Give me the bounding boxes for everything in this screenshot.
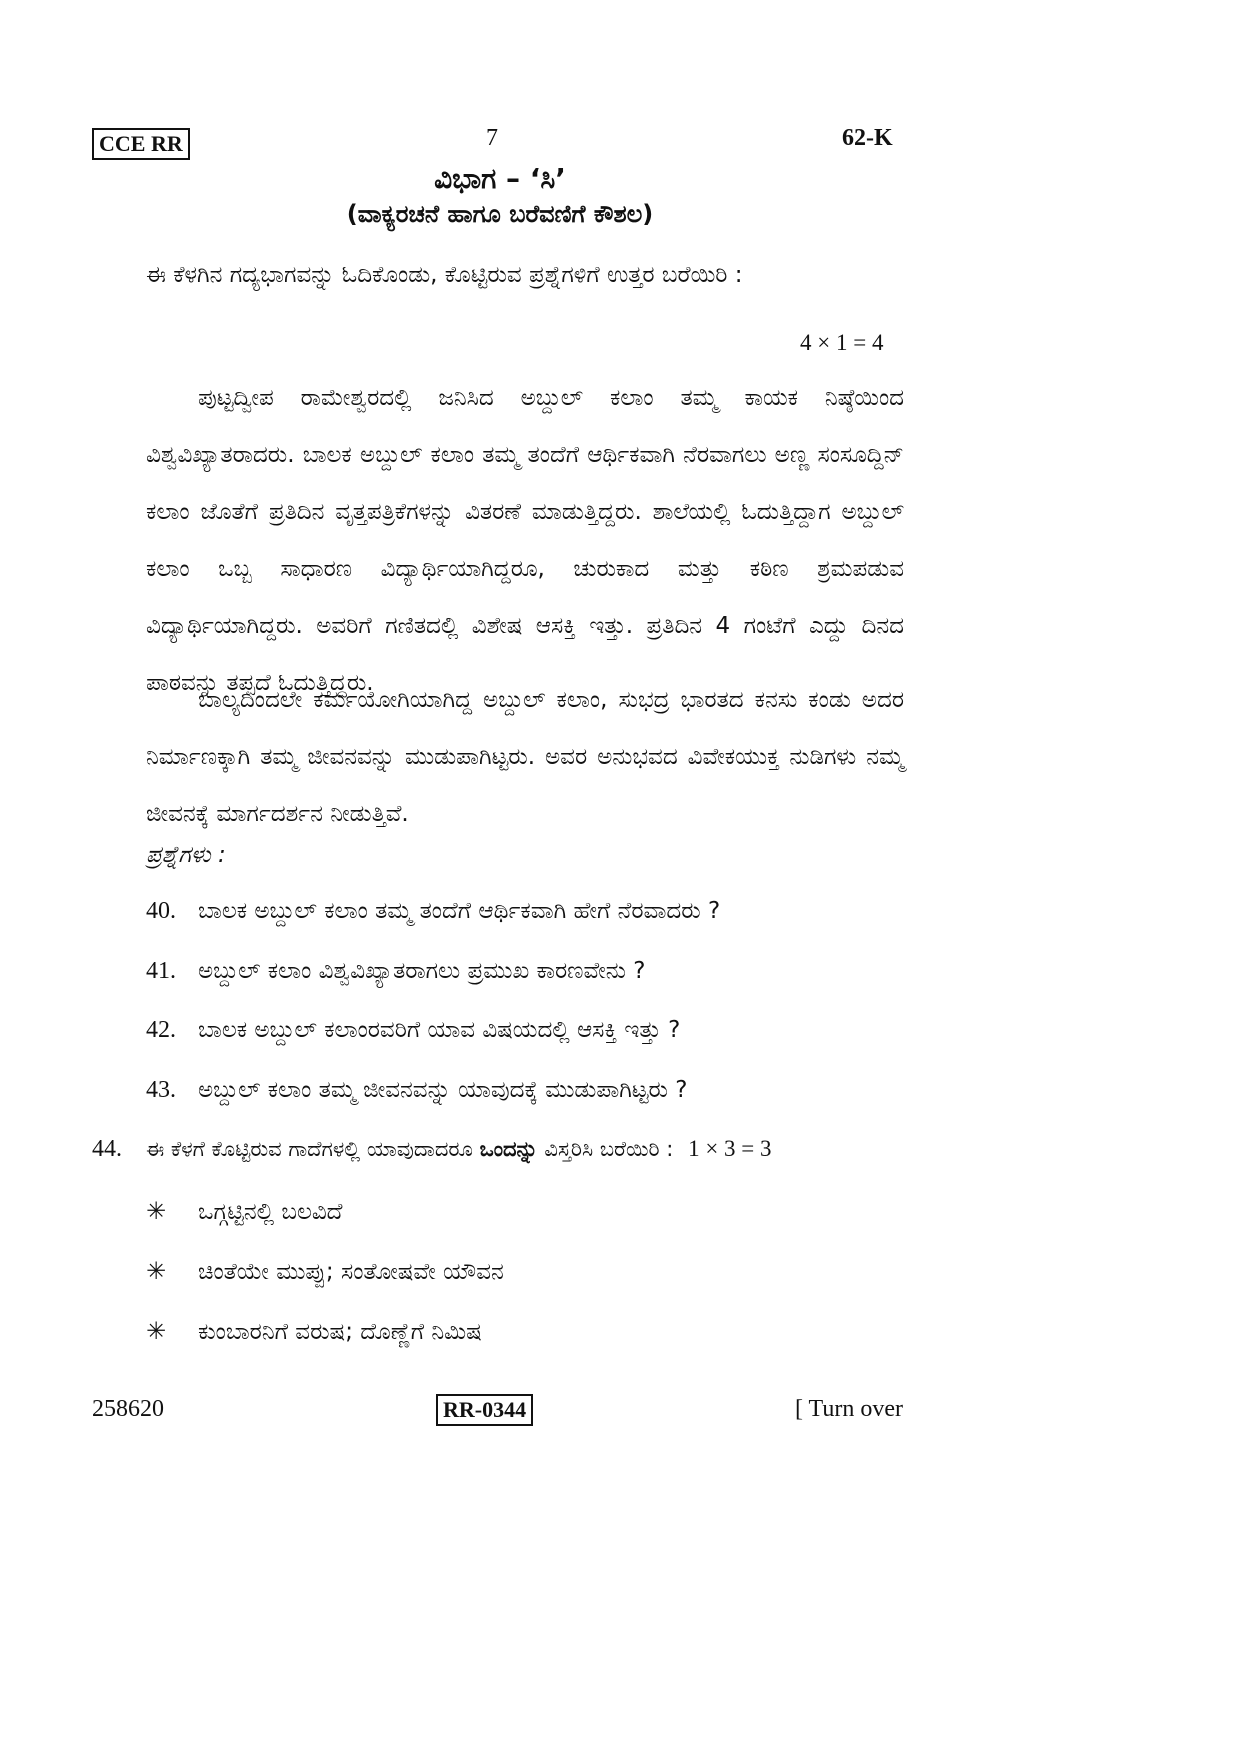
section-title: ವಿಭಾಗ – ‘ಸಿ’ xyxy=(434,162,566,195)
question-item xyxy=(146,1077,688,1104)
question-44-text: ಈ ಕೆಳಗೆ ಕೊಟ್ಟಿರುವ ಗಾದೆಗಳಲ್ಲಿ ಯಾವುದಾದರೂ xyxy=(146,1137,480,1161)
question-44-number: 44. xyxy=(92,1136,122,1162)
proverb-item xyxy=(146,1197,342,1225)
question-44-text-end: ವಿಸ್ತರಿಸಿ ಬರೆಯಿರಿ : xyxy=(537,1137,674,1161)
question-text: ಅಬ್ದುಲ್ ಕಲಾಂ ವಿಶ್ವವಿಖ್ಯಾತರಾಗಲು ಪ್ರಮುಖ ಕಾರಣವೇನು ? xyxy=(198,958,646,984)
question-44-marks: 1 × 3 = 3 xyxy=(688,1136,772,1161)
asterisk-bullet-icon: ✳ xyxy=(146,1197,167,1225)
questions-heading: ಪ್ರಶ್ನೆಗಳು : xyxy=(146,842,226,868)
proverb-item xyxy=(146,1257,504,1285)
instruction-text: ಈ ಕೆಳಗಿನ ಗದ್ಯಭಾಗವನ್ನು ಓದಿಕೊಂಡು, ಕೊಟ್ಟಿರುವ ಪ್ರಶ್ನೆಗಳಿಗೆ ಉತ್ತರ ಬರೆಯಿರಿ : xyxy=(146,262,743,288)
passage-paragraph-2: ಬಾಲ್ಯದಿಂದಲೇ ಕರ್ಮಯೋಗಿಯಾಗಿದ್ದ ಅಬ್ದುಲ್ ಕಲಾಂ, ಸುಭದ್ರ ಭಾರತದ ಕನಸು ಕಂಡು ಅದರ ನಿರ್ಮಾಣಕ್ಕಾಗಿ ತಮ್ಮ ಜೀವನವನ್ನು ಮುಡುಪಾಗಿಟ್ಟರು. ಅವರ ಅನುಭವದ ವಿವೇಕಯುಕ್ತ ನುಡಿಗಳು ನಮ್ಮ ಜೀವನಕ್ಕೆ ಮಾರ್ಗದರ್ಶನ ನೀಡುತ್ತಿವೆ. xyxy=(146,687,904,827)
asterisk-bullet-icon: ✳ xyxy=(146,1317,167,1345)
question-44-emphasis: ಒಂದನ್ನು xyxy=(479,1137,538,1161)
header-code-box: CCE RR xyxy=(92,128,190,160)
question-number: 41. xyxy=(146,958,176,984)
footer-code-box: RR-0344 xyxy=(436,1394,533,1426)
page-number: 7 xyxy=(486,125,498,151)
proverb-text: ಒಗ್ಗಟ್ಟಿನಲ್ಲಿ ಬಲವಿದೆ xyxy=(198,1199,343,1225)
proverb-text: ಚಿಂತೆಯೇ ಮುಪ್ಪು; ಸಂತೋಷವೇ ಯೌವನ xyxy=(198,1259,504,1285)
question-number: 42. xyxy=(146,1017,176,1043)
proverb-text: ಕುಂಬಾರನಿಗೆ ವರುಷ; ದೊಣ್ಣೆಗೆ ನಿಮಿಷ xyxy=(198,1319,482,1345)
passage-paragraph-1: ಪುಟ್ಟದ್ವೀಪ ರಾಮೇಶ್ವರದಲ್ಲಿ ಜನಿಸಿದ ಅಬ್ದುಲ್ ಕಲಾಂ ತಮ್ಮ ಕಾಯಕ ನಿಷ್ಠೆಯಿಂದ ವಿಶ್ವವಿಖ್ಯಾತರಾದರು. ಬಾಲಕ ಅಬ್ದುಲ್ ಕಲಾಂ ತಮ್ಮ ತಂದೆಗೆ ಆರ್ಥಿಕವಾಗಿ ನೆರವಾಗಲು ಅಣ್ಣ ಸಂಸೂದ್ದಿನ್ ಕಲಾಂ ಜೊತೆಗೆ ಪ್ರತಿದಿನ ವೃತ್ತಪತ್ರಿಕೆಗಳನ್ನು ವಿತರಣೆ ಮಾಡುತ್ತಿದ್ದರು. ಶಾಲೆಯಲ್ಲಿ ಓದುತ್ತಿದ್ದಾಗ ಅಬ್ದುಲ್ ಕಲಾಂ ಒಬ್ಬ ಸಾಧಾರಣ ವಿದ್ಯಾರ್ಥಿಯಾಗಿದ್ದರೂ, ಚುರುಕಾದ ಮತ್ತು ಕಠಿಣ ಶ್ರಮಪಡುವ ವಿದ್ಯಾರ್ಥಿಯಾಗಿದ್ದರು. ಅವರಿಗೆ ಗಣಿತದಲ್ಲಿ ವಿಶೇಷ ಆಸಕ್ತಿ ಇತ್ತು. ಪ್ರತಿದಿನ 4 ಗಂಟೆಗೆ ಎದ್ದು ದಿನದ ಪಾಠವನ್ನು ತಪ್ಪದೆ ಓದುತ್ತಿದ್ದರು. xyxy=(146,385,904,696)
asterisk-bullet-icon: ✳ xyxy=(146,1257,167,1285)
question-text: ಬಾಲಕ ಅಬ್ದುಲ್ ಕಲಾಂ ತಮ್ಮ ತಂದೆಗೆ ಆರ್ಥಿಕವಾಗಿ ಹೇಗೆ ನೆರವಾದರು ? xyxy=(198,898,721,924)
footer-code: 258620 xyxy=(92,1396,164,1422)
proverb-item xyxy=(146,1317,482,1345)
question-text: ಬಾಲಕ ಅಬ್ದುಲ್ ಕಲಾಂರವರಿಗೆ ಯಾವ ವಿಷಯದಲ್ಲಿ ಆಸಕ್ತಿ ಇತ್ತು ? xyxy=(198,1017,681,1043)
question-44 xyxy=(92,1136,907,1163)
paper-code: 62-K xyxy=(842,125,893,151)
question-item xyxy=(146,898,720,925)
question-item xyxy=(146,1017,680,1044)
marks-label: 4 × 1 = 4 xyxy=(800,330,884,355)
question-item xyxy=(146,958,645,985)
section-subtitle: (ವಾಕ್ಯರಚನೆ ಹಾಗೂ ಬರೆವಣಿಗೆ ಕೌಶಲ) xyxy=(346,200,654,228)
turn-over-label: [ Turn over xyxy=(795,1396,904,1422)
question-text: ಅಬ್ದುಲ್ ಕಲಾಂ ತಮ್ಮ ಜೀವನವನ್ನು ಯಾವುದಕ್ಕೆ ಮುಡುಪಾಗಿಟ್ಟರು ? xyxy=(198,1077,688,1103)
question-number: 40. xyxy=(146,898,176,924)
question-number: 43. xyxy=(146,1077,176,1103)
